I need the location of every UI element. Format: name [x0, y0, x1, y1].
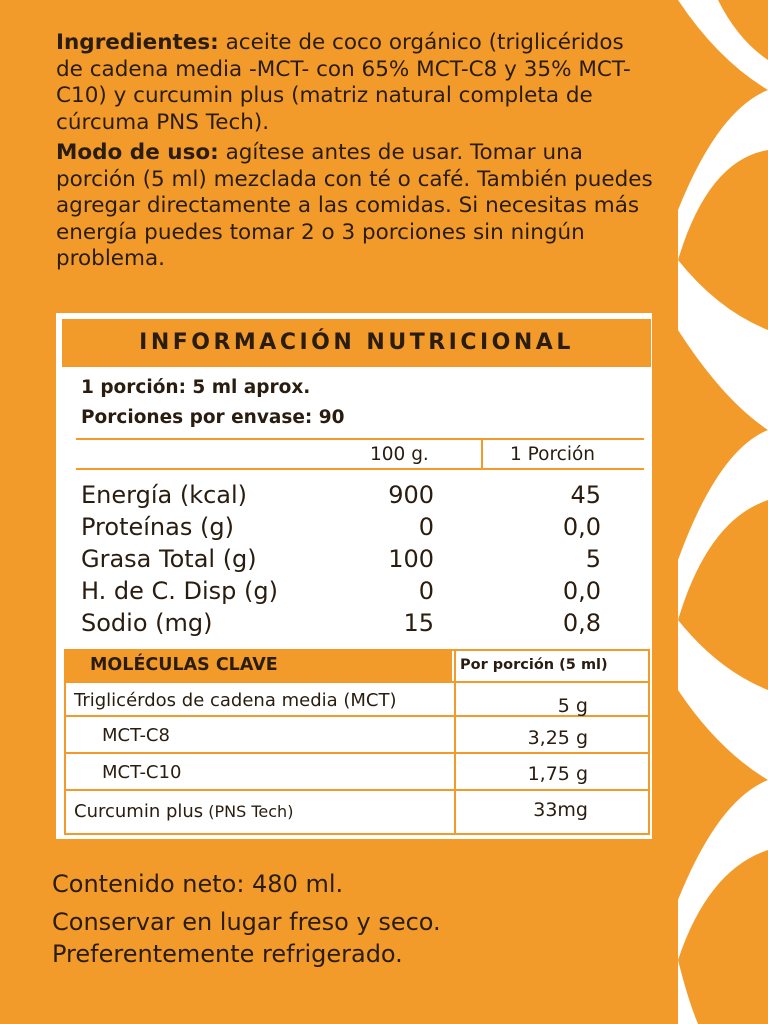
- usage-paragraph: [56, 140, 656, 273]
- nutrient-portion: 45: [570, 481, 601, 509]
- storage-line-2: Preferentemente refrigerado.: [52, 940, 403, 968]
- nutrient-portion: 0,8: [562, 609, 601, 637]
- molecule-value: 33mg: [533, 799, 588, 821]
- nutrient-portion: 5: [585, 545, 601, 573]
- header-top-rule: [76, 438, 644, 440]
- nutrient-label: Grasa Total (g): [81, 545, 257, 573]
- molecule-label: MCT-C10: [102, 762, 182, 783]
- servings-per-container: Porciones por envase: 90: [81, 407, 345, 428]
- decorative-leaf-pattern: [678, 0, 768, 1024]
- molecules-rule: [66, 789, 650, 791]
- key-molecules-table: [64, 649, 650, 835]
- header-divider: [481, 438, 483, 470]
- col-header-100g: 100 g.: [370, 444, 429, 465]
- nutrient-per100: 900: [388, 481, 434, 509]
- serving-size: 1 porción: 5 ml aprox.: [81, 377, 311, 398]
- nutrient-label: H. de C. Disp (g): [81, 577, 279, 605]
- col-header-portion: 1 Porción: [510, 444, 596, 465]
- molecules-col-divider: [454, 651, 456, 835]
- nutrient-per100: 15: [403, 609, 434, 637]
- nutrition-row: [81, 481, 601, 513]
- intro-text: [56, 30, 656, 277]
- nutrient-per100: 0: [418, 577, 434, 605]
- molecules-title: MOLÉCULAS CLAVE: [90, 655, 278, 675]
- usage-label: Modo de uso:: [56, 140, 219, 165]
- storage-line-1: Conservar en lugar freso y seco.: [52, 908, 441, 936]
- molecules-rule: [66, 681, 650, 683]
- molecule-label-brand: (PNS Tech): [203, 802, 294, 821]
- molecule-value: 5 g: [557, 695, 588, 717]
- molecule-label: MCT-C8: [102, 725, 170, 746]
- nutrient-label: Sodio (mg): [81, 609, 213, 637]
- net-content: Contenido neto: 480 ml.: [52, 870, 344, 898]
- usage-text: agítese antes de usar. Tomar una porción (5 ml) mezclada con té o café. También puedes agregar directamente a las comidas. Si necesitas más energía puedes tomar 2 o 3 porciones sin ningún problema.: [56, 140, 653, 271]
- molecule-value: 3,25 g: [527, 727, 588, 749]
- nutrition-title: INFORMACIÓN NUTRICIONAL: [62, 319, 651, 367]
- nutrition-panel: [52, 309, 656, 843]
- molecule-label: [74, 801, 293, 822]
- nutrient-portion: 0,0: [562, 577, 601, 605]
- ingredients-paragraph: [56, 30, 656, 136]
- nutrient-per100: 100: [388, 545, 434, 573]
- nutrition-row: [81, 609, 601, 641]
- ingredients-text: aceite de coco orgánico (triglicéridos de cadena media -MCT- con 65% MCT-C8 y 35% MCT-C10) y curcumin plus (matriz natural completa de cúrcuma PNS Tech).: [56, 30, 631, 135]
- molecule-label-main: Curcumin plus: [74, 801, 204, 822]
- nutrient-per100: 0: [418, 513, 434, 541]
- molecules-col-header: Por porción (5 ml): [460, 657, 608, 673]
- nutrient-label: Proteínas (g): [81, 513, 234, 541]
- nutrient-label: Energía (kcal): [81, 481, 248, 509]
- nutrient-portion: 0,0: [562, 513, 601, 541]
- ingredients-label: Ingredientes:: [56, 30, 219, 55]
- header-bottom-rule: [76, 468, 644, 470]
- nutrition-row: [81, 513, 601, 545]
- molecule-value: 1,75 g: [527, 763, 588, 785]
- nutrition-row: [81, 545, 601, 577]
- molecule-label: Triglicérdos de cadena media (MCT): [74, 690, 397, 711]
- molecules-rule: [66, 752, 650, 754]
- nutrition-row: [81, 577, 601, 609]
